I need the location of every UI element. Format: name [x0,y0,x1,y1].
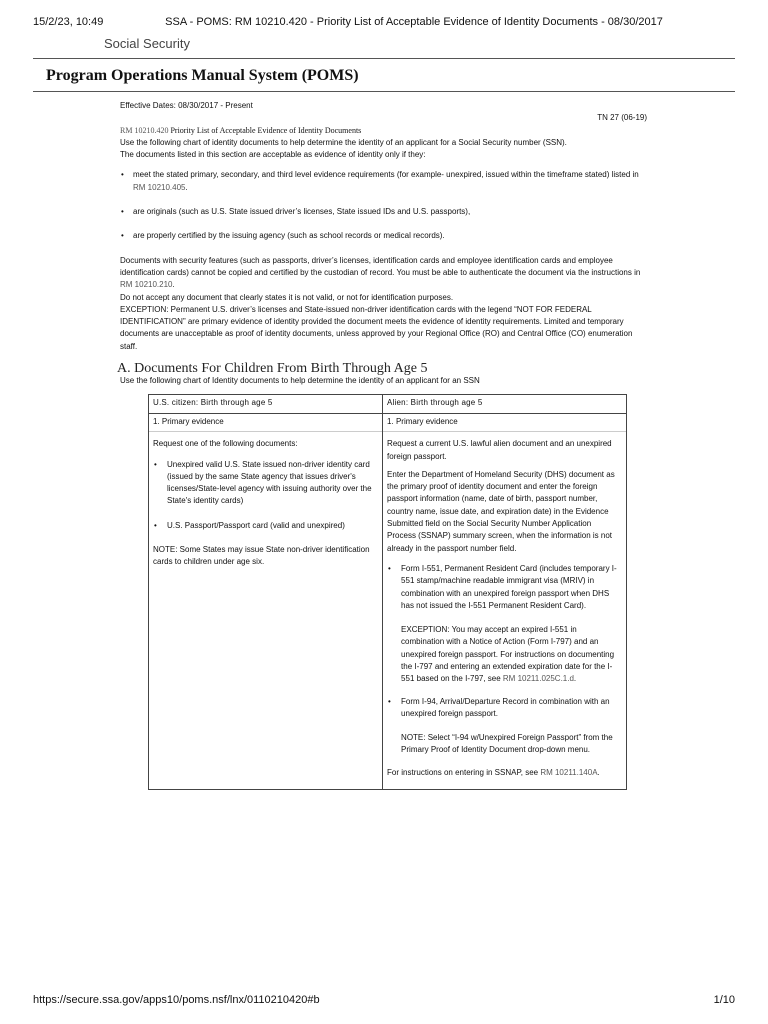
list-item-text: • Form I-94, Arrival/Departure Record in combination with an unexpired foreign passport. [401,696,610,718]
ssnap-end: . [597,767,600,777]
list-item-text: are properly certified by the issuing agency (such as school records or medical records). [133,231,445,241]
manual-title: Program Operations Manual System (POMS) [46,67,359,84]
paragraph-end: . [172,280,175,290]
document-list [387,696,622,721]
list-item [120,230,647,242]
print-page-title: SSA - POMS: RM 10210.420 - Priority List of Acceptable Evidence of Identity Documents - 08/30/2017 [165,16,663,28]
request-text: Request one of the following documents: [153,439,298,449]
dhs-instructions: Enter the Department of Homeland Security (DHS) document as the primary proof of identity document and enter the foreign passport information (name, date of birth, passport number, country name, issue date, and expiration date) in the Evidence Submitted field on the Social Security Number Application Process (SSNAP) summary screen, when the information is not already in the passport number field. [387,469,615,553]
i551-exception [387,624,622,685]
rm-link[interactable]: RM 10210.210 [120,280,173,290]
list-item-end: . [185,182,188,192]
site-name[interactable]: Social Security [104,36,190,51]
list-item: • U.S. Passport/Passport card (valid and unexpired) [153,520,378,532]
exception-end: . [573,674,577,684]
section-rm-title: Priority List of Acceptable Evidence of Identity Documents [168,125,362,135]
section-title [120,125,647,137]
exception-text: EXCEPTION: You may accept an expired I-551 in combination with a Notice of Action (Form I-797) and an unexpired foreign passport. For instructions on documenting the I-797 and entering an extended expiration date for the I-551 based on the I-797, see [401,625,615,684]
rm-link[interactable]: RM 10211.140A [540,767,598,777]
table-row [149,413,627,789]
document-content [117,100,647,790]
section-intro: Use the following chart of identity documents to help determine the identity of an applicant for a Social Security number (SSN). [120,137,567,147]
ssnap-instructions [387,767,622,779]
request-text: Request a current U.S. lawful alien document and an unexpired foreign passport. [387,439,612,461]
not-accept-paragraph: Do not accept any document that clearly states it is not valid, or not for identification purposes. [120,292,454,302]
paragraph-text: Documents with security features (such as passports, driver’s licenses, identification cards and employee identification cards and employee identification cards) cannot be copied and certified by the custodian of record. You must be able to authenticate the document via the instructions in [120,255,641,277]
note-text: NOTE: Some States may issue State non-driver identification cards to children under age six. [153,545,370,567]
exception-paragraph: EXCEPTION: Permanent U.S. driver’s licenses and State-issued non-driver identification cards with the legend “NOT FOR FEDERAL IDENTIFICATION” are primary evidence of identity provided the document meets the evidence of identity requirements. Limited and temporary documents are unacceptable as proof of identity documents, unless approved by your Regional Office (RO) and Central Office (CO) enumeration staff. [120,304,633,351]
list-item [387,696,622,721]
list-item [387,563,622,612]
chart-intro: Use the following chart of Identity documents to help determine the identity of an applicant for an SSN [120,376,480,386]
ssnap-text: For instructions on entering in SSNAP, see [387,767,541,777]
rm-link[interactable]: RM 10210.405 [133,182,186,192]
print-datetime: 15/2/23, 10:49 [33,16,104,28]
table-header-row [149,394,627,413]
list-item-text: • Form I-551, Permanent Resident Card (includes temporary I-551 stamp/machine readable immigrant visa (MRIV) in combination with an unexpired foreign passport when DHS has not issued the I-551 Permanent Resident Card). [401,563,617,610]
identity-documents-table [148,394,627,790]
table-header-cell: Alien: Birth through age 5 [383,394,627,413]
evidence-label: 1. Primary evidence [383,416,626,432]
us-citizen-cell [149,413,383,789]
transmittal-number: TN 27 (06-19) [597,113,647,123]
list-item-text: meet the stated primary, secondary, and third level evidence requirements (for example- unexpired, issued within the timeframe stated) listed in [133,170,639,180]
document-list [387,563,622,612]
page-number: 1/10 [713,994,735,1006]
alien-cell [383,413,627,789]
table-header-cell: U.S. citizen: Birth through age 5 [149,394,383,413]
list-item: • Unexpired valid U.S. State issued non-driver identity card (issued by the same State agency that issues driver's licenses/State-level agency with issuing authority over the State's identity cards) [153,459,378,508]
rm-link[interactable]: RM 10211.025C.1.d [502,674,574,684]
security-features-paragraph [120,255,647,292]
evidence-label: 1. Primary evidence [149,416,382,432]
header-rule-bottom [33,91,735,92]
acceptable-only-if: The documents listed in this section are acceptable as evidence of identity only if they: [120,150,426,160]
header-rule-top [33,58,735,59]
document-list [153,459,378,532]
subsection-heading: A. Documents For Children From Birth Through Age 5 [117,361,428,377]
list-item-text: are originals (such as U.S. State issued driver’s licenses, State issued IDs and U.S. passports), [133,207,471,217]
effective-dates: Effective Dates: 08/30/2017 - Present [120,101,253,110]
print-url: https://secure.ssa.gov/apps10/poms.nsf/lnx/0110210420#b [33,994,320,1006]
list-item [120,169,647,194]
list-item [120,206,647,218]
requirements-list [120,169,647,242]
i94-note: NOTE: Select “I-94 w/Unexpired Foreign Passport” from the Primary Proof of Identity Document drop-down menu. [401,733,613,755]
section-rm-number: RM 10210.420 [120,125,169,135]
